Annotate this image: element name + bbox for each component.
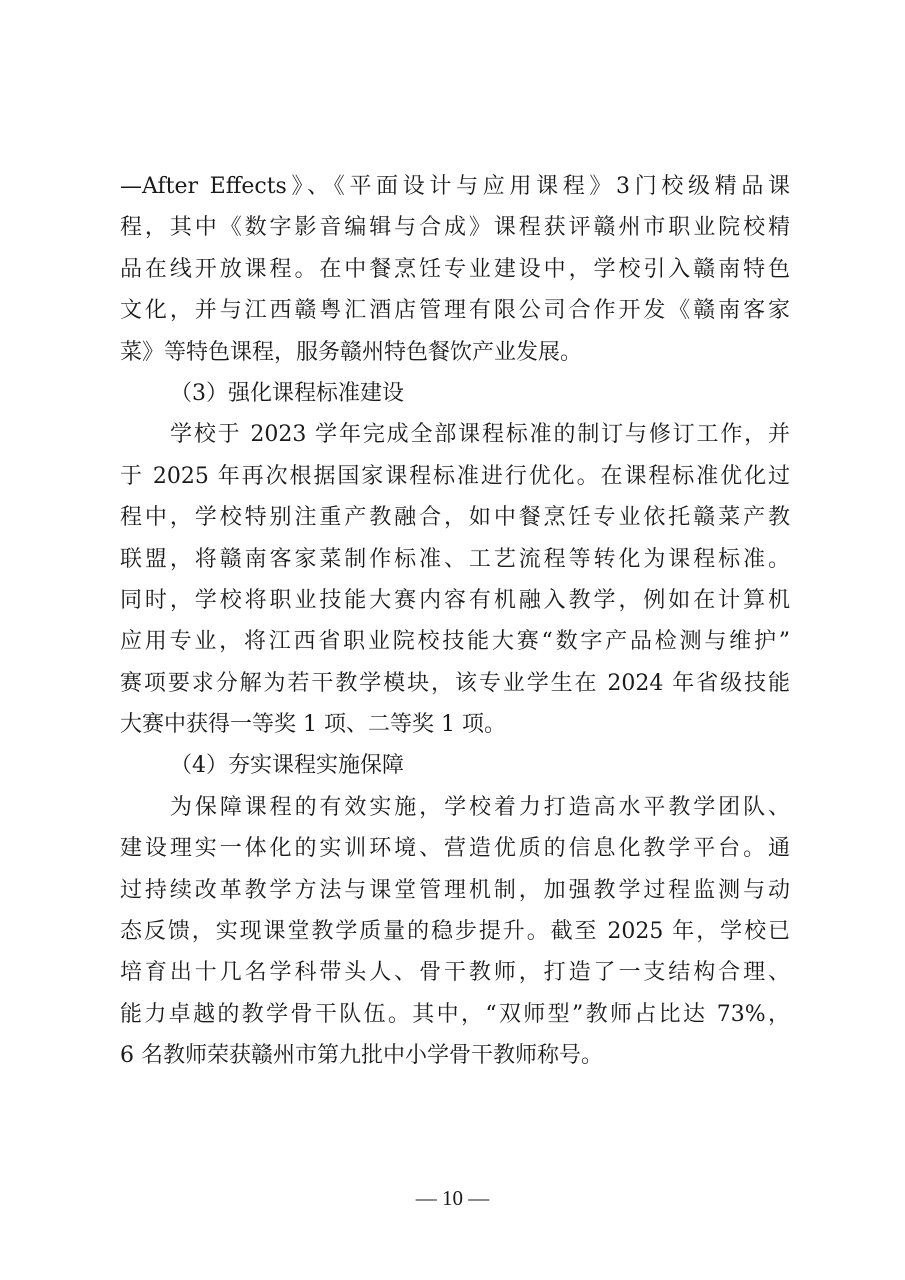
text-line: 同时，学校将职业技能大赛内容有机融入教学，例如在计算机 [120, 587, 790, 613]
text-line: 赛项要求分解为若干教学模块，该专业学生在 2024 年省级技能 [120, 670, 790, 696]
page-number: — 10 — [415, 1186, 490, 1210]
text-line: 联盟，将赣南客家菜制作标准、工艺流程等转化为课程标准。 [120, 546, 790, 572]
section-heading-3: （3）强化课程标准建设 [170, 380, 404, 406]
text-line: 6 名教师荣获赣州市第九批中小学骨干教师称号。 [120, 1043, 603, 1069]
text-line: 大赛中获得一等奖 1 项、二等奖 1 项。 [120, 712, 506, 738]
text-line: 于 2025 年再次根据国家课程标准进行优化。在课程标准优化过 [120, 463, 790, 489]
text-line: —After Effects》、《平面设计与应用课程》3门校级精品课 [120, 174, 790, 199]
text-line: 学校于 2023 学年完成全部课程标准的制订与修订工作，并 [170, 422, 790, 448]
text-line: 应用专业，将江西省职业院校技能大赛“数字产品检测与维护” [120, 629, 790, 655]
text-line: 培育出十几名学科带头人、骨干教师，打造了一支结构合理、 [120, 960, 790, 986]
body-text [120, 166, 790, 1077]
text-line: 过持续改革教学方法与课堂管理机制，加强教学过程监测与动 [120, 877, 790, 903]
text-line: 态反馈，实现课堂教学质量的稳步提升。截至 2025 年，学校已 [120, 919, 790, 945]
text-line: 程中，学校特别注重产教融合，如中餐烹饪专业依托赣菜产教 [120, 505, 790, 531]
text-line: 为保障课程的有效实施，学校着力打造高水平教学团队、 [170, 794, 790, 820]
section-heading-4: （4）夯实课程实施保障 [170, 753, 404, 779]
text-line: 能力卓越的教学骨干队伍。其中，“双师型”教师占比达 73%， [120, 1001, 790, 1027]
text-line: 品在线开放课程。在中餐烹饪专业建设中，学校引入赣南特色 [120, 256, 790, 282]
paragraph-implementation [120, 787, 790, 1077]
paragraph-standards [120, 414, 790, 745]
text-line: 建设理实一体化的实训环境、营造优质的信息化教学平台。通 [120, 836, 790, 862]
text-line: 菜》等特色课程，服务赣州特色餐饮产业发展。 [120, 339, 583, 365]
text-line: 程，其中《数字影音编辑与合成》课程获评赣州市职业院校精 [120, 215, 790, 241]
text-line: 文化，并与江西赣粤汇酒店管理有限公司合作开发《赣南客家 [120, 298, 790, 324]
paragraph-courses [120, 166, 790, 373]
